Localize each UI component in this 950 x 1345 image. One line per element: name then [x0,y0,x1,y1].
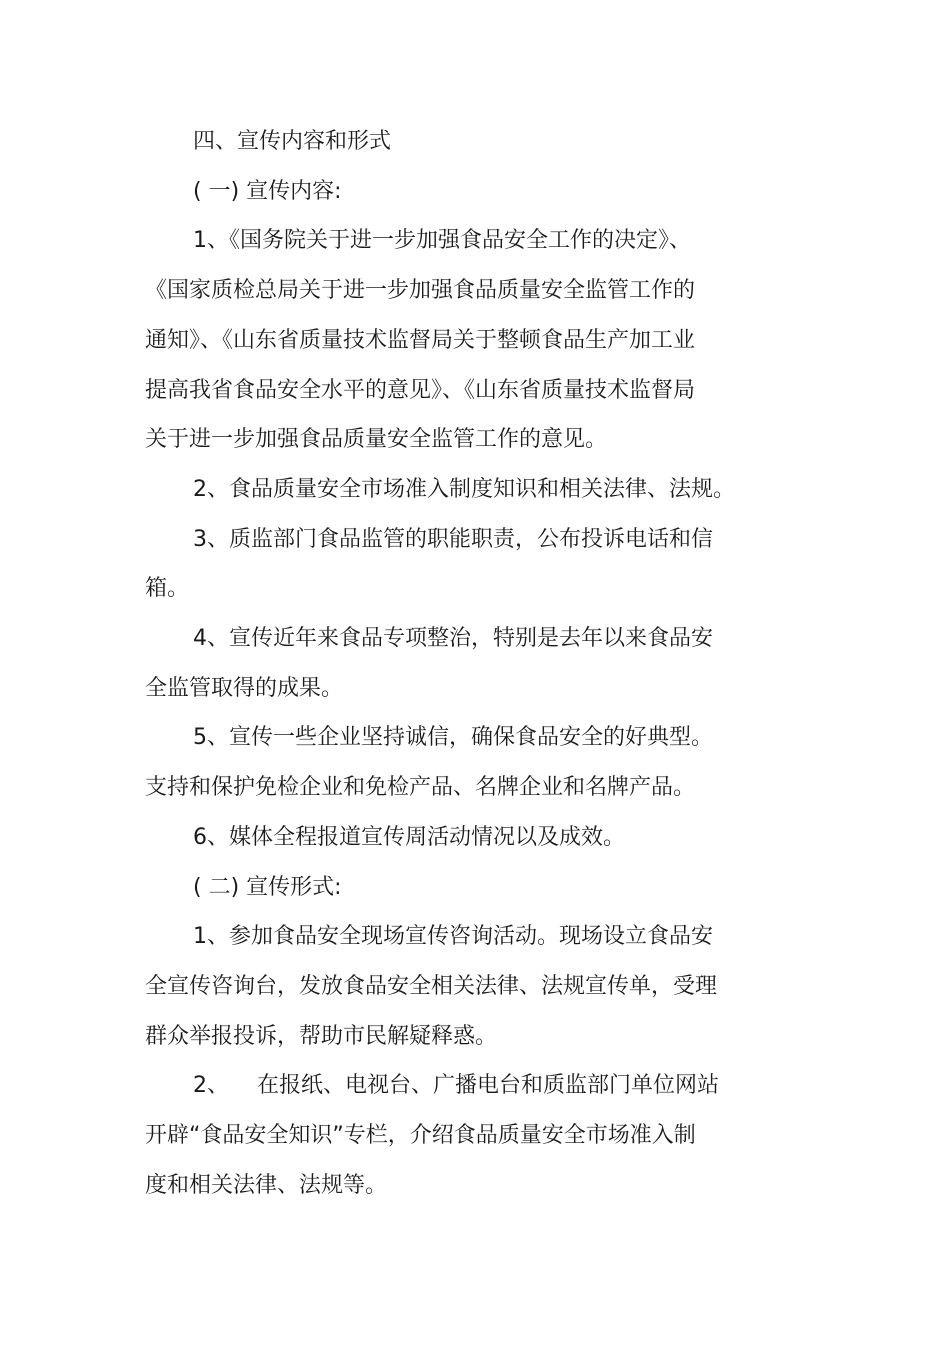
text-line: 全监管取得的成果。 [145,675,344,701]
text-line: 度和相关法律、法规等。 [145,1172,388,1198]
text-line: 4、宣传近年来食品专项整治，特别是去年以来食品安 [193,626,713,652]
text-line: 关于进一步加强食品质量安全监管工作的意见。 [145,427,608,453]
section-heading: 四、宣传内容和形式 [193,129,392,154]
text-line: 1、参加食品安全现场宣传咨询活动。现场设立食品安 [193,924,713,950]
text-line: 支持和保护免检企业和免检产品、名牌企业和名牌产品。 [145,775,696,801]
text-line: 3、质监部门食品监管的职能职责，公布投诉电话和信 [193,526,713,552]
text-line: 通知》、《山东省质量技术监督局关于整顿食品生产加工业 [145,327,696,353]
text-line: 开辟“食品安全知识”专栏，介绍食品质量安全市场准入制 [145,1123,696,1149]
text-line: 全宣传咨询台，发放食品安全相关法律、法规宣传单，受理 [145,973,718,999]
subsection-heading: ( 二) 宣传形式: [193,874,342,900]
text-line: 2、 在报纸、电视台、广播电台和质监部门单位网站 [193,1073,719,1099]
text-line: 1、《国务院关于进一步加强食品安全工作的决定》、 [193,228,691,254]
subsection-heading: ( 一) 宣传内容: [193,178,342,204]
text-line: 群众举报投诉，帮助市民解疑释惑。 [145,1023,498,1049]
text-line: 箱。 [145,576,190,602]
text-line: 《国家质检总局关于进一步加强食品质量安全监管工作的 [145,278,696,304]
text-line: 2、食品质量安全市场准入制度知识和相关法律、法规。 [193,476,735,502]
text-line: 提高我省食品安全水平的意见》、《山东省质量技术监督局 [145,377,696,403]
text-line: 5、宣传一些企业坚持诚信，确保食品安全的好典型。 [193,725,713,751]
text-line: 6、媒体全程报道宣传周活动情况以及成效。 [193,824,625,850]
document-body [145,117,750,1210]
